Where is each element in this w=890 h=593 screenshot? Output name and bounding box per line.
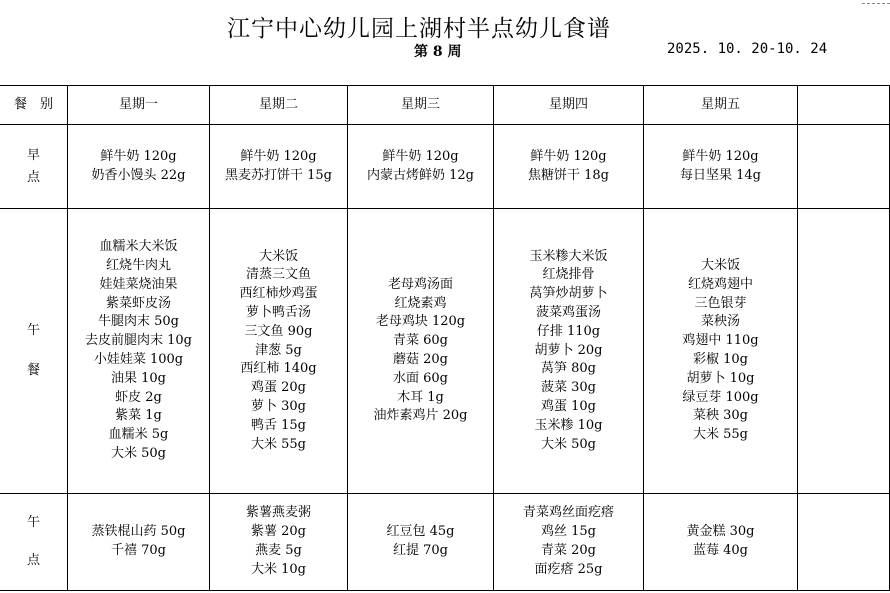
menu-item: 焦糖饼干 18g — [528, 167, 609, 183]
meal-label-lunch — [0, 209, 68, 494]
header-empty — [798, 86, 890, 125]
menu-item: 黑麦苏打饼干 15g — [225, 167, 332, 183]
menu-item: 鸡蛋 10g — [541, 398, 596, 414]
menu-item: 红烧牛肉丸 — [105, 258, 171, 274]
menu-item: 鸡翅中 110g — [682, 333, 759, 349]
menu-item: 鲜牛奶 120g — [382, 148, 459, 164]
menu-item: 木耳 1g — [397, 389, 444, 405]
menu-item: 牛腿肉末 50g — [98, 314, 179, 330]
snack-mon — [68, 494, 210, 591]
menu-table — [0, 85, 890, 591]
meal-label-char: 午 — [26, 323, 40, 338]
menu-item: 紫菜 1g — [115, 408, 162, 424]
menu-item: 大米 10g — [251, 561, 306, 577]
menu-item: 去皮前腿肉末 10g — [85, 333, 192, 349]
breakfast-wed — [348, 125, 494, 209]
snack-row — [0, 494, 890, 591]
menu-item: 鲜牛奶 120g — [530, 148, 607, 164]
menu-item: 西红柿炒鸡蛋 — [239, 286, 318, 302]
snack-wed — [348, 494, 494, 591]
breakfast-thu — [494, 125, 644, 209]
lunch-thu — [494, 209, 644, 494]
menu-item: 菜秧汤 — [700, 314, 740, 330]
menu-item: 大米 50g — [541, 436, 596, 452]
lunch-row — [0, 209, 890, 494]
menu-item: 红豆包 45g — [386, 524, 455, 540]
header-day-fri: 星期五 — [644, 86, 798, 125]
menu-item: 奶香小馒头 22g — [91, 167, 186, 183]
menu-item: 大米 55g — [693, 427, 748, 443]
header-day-thu: 星期四 — [494, 86, 644, 125]
header-day-tue: 星期二 — [210, 86, 348, 125]
lunch-mon — [68, 209, 210, 494]
menu-item: 红烧排骨 — [542, 267, 595, 283]
menu-item: 鸭舌 15g — [251, 417, 306, 433]
menu-item: 红烧鸡翅中 — [687, 276, 753, 292]
menu-item: 彩椒 10g — [693, 352, 748, 367]
meal-label-char: 点 — [26, 553, 40, 568]
menu-item: 玉米糁 10g — [534, 417, 603, 433]
menu-item: 鲜牛奶 120g — [682, 148, 759, 164]
meal-label-char: 餐 — [26, 363, 40, 378]
menu-item: 菠菜 30g — [541, 380, 596, 396]
snack-fri — [644, 494, 798, 591]
corner-marker — [860, 0, 890, 6]
menu-item: 青菜鸡丝面疙瘩 — [522, 505, 614, 521]
menu-item: 老母鸡块 120g — [375, 314, 466, 330]
menu-item: 小娃娃菜 100g — [93, 352, 184, 367]
menu-item: 老母鸡汤面 — [387, 276, 453, 292]
menu-item: 鲜牛奶 120g — [240, 148, 317, 164]
menu-item: 紫薯燕麦粥 — [245, 505, 311, 521]
menu-item: 仔排 110g — [536, 323, 601, 339]
menu-item: 娃娃菜烧油果 — [99, 276, 178, 292]
header-day-mon: 星期一 — [68, 86, 210, 125]
meal-label-char: 点 — [26, 169, 40, 185]
menu-item: 大米饭 — [258, 248, 298, 264]
breakfast-empty — [798, 125, 890, 209]
menu-item: 黄金糕 30g — [686, 524, 755, 540]
menu-item: 大米饭 — [700, 258, 740, 274]
lunch-empty — [798, 209, 890, 494]
menu-item: 蓝莓 40g — [693, 543, 748, 558]
menu-item: 菠菜鸡蛋汤 — [535, 305, 601, 320]
menu-item: 玉米糁大米饭 — [529, 248, 608, 264]
menu-item: 大米 55g — [251, 436, 306, 452]
menu-item: 血糯米大米饭 — [99, 239, 178, 255]
menu-item: 千禧 70g — [111, 543, 166, 558]
header-day-wed: 星期三 — [348, 86, 494, 125]
lunch-wed — [348, 209, 494, 494]
menu-item: 津葱 5g — [255, 342, 302, 358]
meal-label-char: 午 — [26, 515, 40, 530]
menu-item: 面疙瘩 25g — [534, 561, 603, 577]
menu-item: 莴笋 80g — [541, 361, 596, 377]
breakfast-mon — [68, 125, 210, 209]
menu-item: 紫薯 20g — [251, 524, 306, 540]
menu-item: 萝卜鸭舌汤 — [245, 305, 311, 320]
menu-item: 内蒙古烤鲜奶 12g — [367, 167, 474, 183]
snack-thu — [494, 494, 644, 591]
snack-empty — [798, 494, 890, 591]
breakfast-tue — [210, 125, 348, 209]
menu-item: 青菜 60g — [393, 333, 448, 349]
lunch-fri — [644, 209, 798, 494]
meal-label-char: 早 — [26, 147, 40, 163]
menu-item: 清蒸三文鱼 — [245, 267, 311, 283]
menu-item: 红提 70g — [393, 543, 448, 558]
breakfast-fri — [644, 125, 798, 209]
menu-item: 蘑菇 20g — [393, 352, 448, 367]
menu-item: 紫菜虾皮汤 — [105, 295, 171, 311]
header-meal: 餐 别 — [0, 86, 68, 125]
menu-item: 油果 10g — [111, 370, 166, 386]
meal-label-breakfast — [0, 125, 68, 209]
menu-item: 胡萝卜 20g — [534, 342, 603, 358]
menu-item: 胡萝卜 10g — [686, 370, 755, 386]
menu-item: 鸡丝 15g — [541, 524, 596, 540]
menu-item: 油炸素鸡片 20g — [373, 408, 468, 424]
menu-item: 红烧素鸡 — [394, 295, 447, 311]
menu-item: 青菜 20g — [541, 543, 596, 558]
menu-item: 每日坚果 14g — [680, 167, 761, 183]
meal-label-snack — [0, 494, 68, 591]
menu-item: 绿豆芽 100g — [682, 389, 759, 405]
menu-item: 莴笋炒胡萝卜 — [529, 286, 608, 302]
week-label: 第 8 周 — [414, 44, 462, 60]
header-row — [0, 86, 890, 125]
menu-item: 大米 50g — [111, 445, 166, 461]
menu-item: 鸡蛋 20g — [251, 380, 306, 396]
menu-item: 血糯米 5g — [108, 427, 169, 443]
menu-item: 虾皮 2g — [115, 389, 162, 405]
lunch-tue — [210, 209, 348, 494]
menu-item: 萝卜 30g — [251, 398, 306, 414]
menu-item: 西红柿 140g — [240, 361, 317, 377]
date-range: 2025. 10. 20-10. 24 — [667, 41, 828, 57]
page-title: 江宁中心幼儿园上湖村半点幼儿食谱 — [227, 16, 611, 42]
menu-item: 水面 60g — [393, 370, 448, 386]
breakfast-row — [0, 125, 890, 209]
menu-item: 蒸铁棍山药 50g — [91, 524, 186, 540]
menu-item: 三文鱼 90g — [244, 323, 313, 339]
snack-tue — [210, 494, 348, 591]
menu-item: 菜秧 30g — [693, 408, 748, 424]
menu-item: 鲜牛奶 120g — [100, 148, 177, 164]
menu-item: 三色银芽 — [694, 295, 747, 311]
menu-item: 燕麦 5g — [255, 543, 302, 558]
